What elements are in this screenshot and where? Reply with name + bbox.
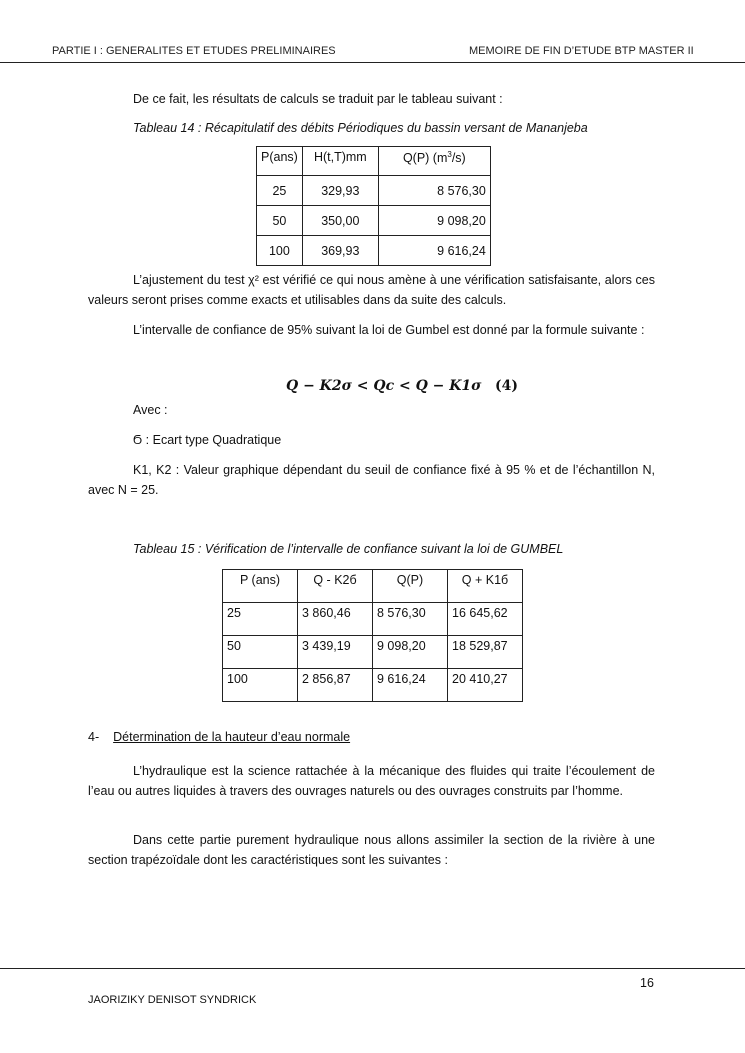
equation-number: (4) [495,378,518,394]
table-row [257,176,491,206]
table14-caption: Tableau 14 : Récapitulatif des débits Périodiques du bassin versant de Mananjeba [133,121,588,135]
cell: 25 [257,176,303,206]
table-15 [222,569,523,702]
table-row [257,206,491,236]
table15-caption: Tableau 15 : Vérification de l’intervalle de confiance suivant la loi de GUMBEL [133,542,564,556]
cell: 9 616,24 [378,236,490,266]
k-definition: K1, K2 : Valeur graphique dépendant du seuil de confiance fixé à 95 % et de l’échantillon N, avec N = 25. [88,463,655,497]
cell: 8 576,30 [378,176,490,206]
cell: 100 [257,236,303,266]
cell: 25 [223,603,298,636]
cell: 9 098,20 [373,636,448,669]
table-row [257,236,491,266]
footer-rule [0,968,745,969]
avec-label: Avec : [133,403,168,417]
table-row [223,669,523,702]
header-right: MEMOIRE DE FIN D’ETUDE BTP MASTER II [469,45,694,57]
paragraph-section: Dans cette partie purement hydraulique nous allons assimiler la section de la rivière à une section trapézoïdale dont les caractéristiques sont les suivantes : [88,833,655,867]
paragraph-intervalle: L’intervalle de confiance de 95% suivant la loi de Gumbel est donné par la formule suivante : [133,323,645,337]
cell: 3 860,46 [298,603,373,636]
page-number: 16 [640,976,654,990]
cell: 9 616,24 [373,669,448,702]
equation: Q − K2σ < Qc < Q − K1σ [286,378,482,394]
table-row [223,636,523,669]
cell: 50 [223,636,298,669]
cell: 18 529,87 [448,636,523,669]
header-rule [0,62,745,63]
cell: 350,00 [302,206,378,236]
paragraph-ajustement: L’ajustement du test χ² est vérifié ce qui nous amène à une vérification satisfaisante, alors ces valeurs seront prises comme exacts et utilisables dans da suite des calculs. [88,273,655,307]
cell: 20 410,27 [448,669,523,702]
cell: 8 576,30 [373,603,448,636]
header-cell: P(ans) [257,147,303,176]
table-header-row [257,147,491,176]
header-left: PARTIE I : GENERALITES ET ETUDES PRELIMINAIRES [52,45,336,57]
cell: 369,93 [302,236,378,266]
section-heading [88,730,350,744]
header-cell: P (ans) [223,570,298,603]
cell: 2 856,87 [298,669,373,702]
sigma-definition: Ϭ : Ecart type Quadratique [133,433,282,447]
header-cell: Q(P) [373,570,448,603]
cell: 9 098,20 [378,206,490,236]
header-cell: Q - K2б [298,570,373,603]
cell: 3 439,19 [298,636,373,669]
section-title: Détermination de la hauteur d’eau normale [113,730,351,744]
header-cell: Q(P) $(m^3/s)$ [378,147,490,176]
footer-author: JAORIZIKY DENISOT SYNDRICK [88,994,257,1006]
intro-text: De ce fait, les résultats de calculs se traduit par le tableau suivant : [133,92,503,106]
cell: 329,93 [302,176,378,206]
header-cell: Q + K1б [448,570,523,603]
table-header-row [223,570,523,603]
cell: 50 [257,206,303,236]
cell: 16 645,62 [448,603,523,636]
cell: 100 [223,669,298,702]
paragraph-hydraulique: L’hydraulique est la science rattachée à la mécanique des fluides qui traite l’écoulement de l’eau ou autres liquides à travers des ouvrages naturels ou des ouvrages construits par l’homme. [88,764,655,798]
section-number: 4- [88,730,100,744]
header-cell: H(t,T)mm [302,147,378,176]
table-row [223,603,523,636]
table-14 [256,146,491,266]
